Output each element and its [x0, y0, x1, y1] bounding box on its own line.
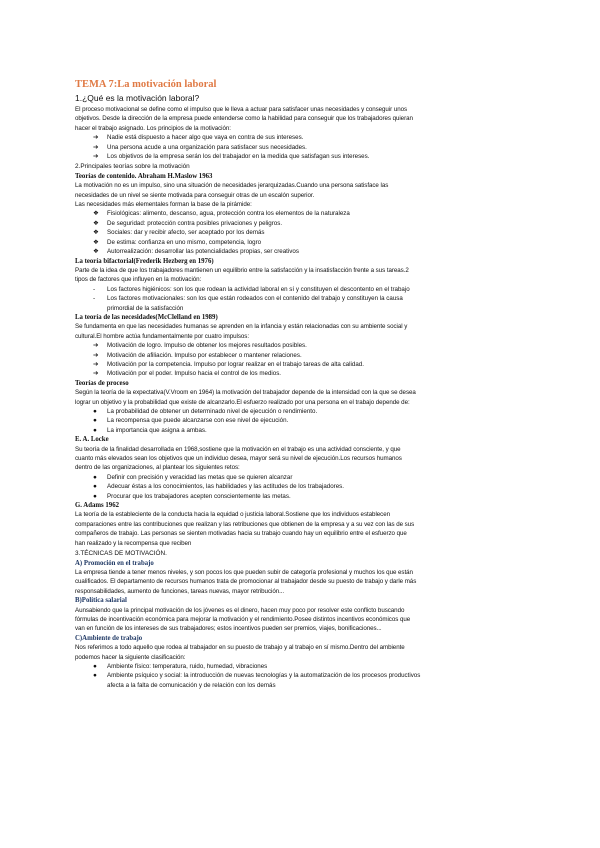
list-item: - Los factores motivacionales: son los que están rodeados con el contenido del trabajo y constituyen la causa primordial de la satisfacción — [93, 295, 403, 312]
paragraph: Su teoría de la finalidad desarrollada en 1968,sostiene que la motivación en el trabajo es una actividad consciente, y que cuanto más elevados sean los objetivos que un individuo desea, mayor será su nivel de ejecución.Los recursos humanos dentro de las organizaciones, al plantear los siguientes retos: — [75, 445, 402, 472]
section-heading: 2.Principales teorías sobre la motivación — [75, 163, 190, 171]
herzberg-list — [75, 285, 525, 313]
list-item: ➔ Nadie está dispuesto a hacer algo que vaya en contra de sus intereses. — [93, 134, 304, 142]
principles-list — [75, 133, 525, 161]
list-item: ● Ambiente físico: temperatura, ruido, humedad, vibraciones — [93, 662, 268, 670]
section-heading: 3.TÉCNICAS DE MOTIVACIÓN. — [75, 550, 167, 558]
list-item: ❖ Autorrealización: desarrollar las potencialidades propias, ser creativos — [93, 248, 299, 256]
subheading: C)Ambiente de trabajo — [75, 634, 143, 642]
list-item: ❖ Sociales: dar y recibir afecto, ser aceptado por los demás — [93, 229, 265, 237]
paragraph: El proceso motivacional se define como el impulso que le lleva a actuar para satisfacer unas necesidades y conseguir unos objetivos. Desde la dirección de la empresa puede entenderse como la habilidad para conseguir que los trabajadores quieran hacer el trabajo asignado. Los principios de la motivación: — [75, 106, 413, 132]
subheading: B)Política salarial — [75, 597, 127, 605]
bullet-icon: ● — [93, 408, 97, 415]
document-title: TEMA 7:La motivación laboral — [75, 79, 217, 90]
process-list — [75, 407, 525, 435]
diamond-icon: ❖ — [93, 229, 99, 237]
list-item: ➔ Motivación por el poder. Impulso hacia el control de los medios. — [93, 370, 282, 378]
bullet-icon: ● — [93, 662, 97, 670]
mcclelland-list — [75, 341, 525, 379]
bullet-icon: ● — [93, 483, 97, 491]
subheading: La teoría bifactorial(Frederik Hezberg en 1976) — [75, 257, 214, 265]
paragraph: La motivación no es un impulso, sino una situación de necesidades jerarquizadas.Cuando una persona satisface las necesidades de un nivel se siente motivada para conseguir otras de un escalón superior. Las necesidades más elementales forman la base de la pirámide: — [75, 182, 389, 209]
section-heading: 1.¿Qué es la motivación laboral? — [75, 93, 200, 103]
list-item: ● Procurar que los trabajadores acepten conscientemente las metas. — [93, 492, 291, 500]
list-item: - Los factores higiénicos: son los que rodean la actividad laboral en sí y constituyen el descontento en el trabajo — [93, 285, 410, 293]
list-item: ❖ De seguridad: protección contra posibles privaciones y peligros. — [93, 219, 283, 227]
arrow-icon: ➔ — [93, 134, 99, 142]
arrow-icon: ➔ — [93, 342, 99, 350]
list-item: ● La probabilidad de obtener un determinado nivel de ejecución o rendimiento. — [93, 408, 318, 415]
bullet-icon: ● — [93, 473, 97, 481]
maslow-list — [75, 209, 525, 256]
diamond-icon: ❖ — [93, 210, 99, 218]
paragraph: La teoría de la estableciente de la conducta hacia la equidad o justicia laboral.Sostiene que los individuos establecen comparaciones entre las contribuciones que realizan y las retribuciones que obtienen de la empresa y a su vez con las de sus compañeros de trabajo. Las personas se sienten motivadas hacia su trabajo cuando hay un equilibrio entre el esfuerzo que han realizado y la recompensa que reciben — [75, 511, 415, 547]
paragraph: Nos referimos a todo aquello que rodea al trabajador en su puesto de trabajo y al trabajo en sí mismo.Dentro del ambiente podemos hacer la siguiente clasificación: — [75, 644, 405, 661]
environment-list — [75, 662, 525, 690]
arrow-icon: ➔ — [93, 370, 99, 378]
paragraph: Parte de la idea de que los trabajadores mantienen un equilibrio entre la satisfacción y la insatisfacción frente a sus tareas.2 tipos de factores que influyen en la motivación: — [75, 266, 409, 284]
list-item: ● La recompensa que puede alcanzarse con ese nivel de ejecución. — [93, 417, 289, 425]
subheading: Teorías de proceso — [75, 379, 129, 387]
subheading: La teoría de las necesidades(McClelland en 1989) — [75, 313, 218, 321]
diamond-icon: ❖ — [93, 248, 99, 256]
list-item: ● Adecuar éstas a los conocimientos, las habilidades y las actitudes de los trabajadores. — [93, 483, 344, 491]
paragraph: Según la teoría de la expectativa(V.Vroom en 1964) la motivación del trabajador depende de la intensidad con la que se desea lograr un objetivo y la probabilidad que existe de alcanzarlo.El esfuerzo realizado por una persona en el trabajo depende de: — [75, 389, 416, 406]
bullet-icon: ● — [93, 672, 97, 680]
arrow-icon: ➔ — [93, 351, 99, 359]
list-item: ❖ De estima: confianza en uno mismo, competencia, logro — [93, 238, 262, 246]
dash-icon: - — [93, 295, 96, 303]
subheading: G. Adams 1962 — [75, 502, 119, 510]
diamond-icon: ❖ — [93, 238, 99, 246]
list-item: ● Ambiente psíquico y social: la introducción de nuevas tecnologías y la automatización de los procesos productivos afecta a la falta de comunicación y de relación con los demás — [93, 672, 421, 689]
diamond-icon: ❖ — [93, 219, 99, 227]
list-item: ● Definir con precisión y veracidad las metas que se quieren alcanzar — [93, 473, 293, 481]
paragraph: La empresa tiende a tener menos niveles, y son pocos los que pueden subir de categoría profesional y muchos los que están cualificados. El departamento de recursos humanos trata de promocionar al trabajador desde su puesto de trabajo y darle más responsabilidades, aumento de funciones, tareas nuevas, mayor retribución... — [75, 568, 417, 595]
document-page — [75, 78, 525, 690]
locke-list — [75, 473, 525, 501]
bullet-icon: ● — [93, 417, 97, 425]
list-item: ❖ Fisiológicas: alimento, descanso, agua, protección contra los elementos de la naturaleza — [93, 210, 350, 218]
arrow-icon: ➔ — [93, 143, 99, 151]
list-item: ➔ Una persona acude a una organización para satisfacer sus necesidades. — [93, 143, 307, 151]
subheading: Teorías de contenido. Abraham H.Maslow 1963 — [75, 172, 213, 180]
dash-icon: - — [93, 285, 96, 293]
list-item: ➔ Motivación de logro. Impulso de obtener los mejores resultados posibles. — [93, 342, 307, 350]
list-item: ➔ Motivación de afiliación. Impulso por establecer o mantener relaciones. — [93, 351, 302, 359]
arrow-icon: ➔ — [93, 360, 99, 368]
arrow-icon: ➔ — [93, 153, 99, 161]
bullet-icon: ● — [93, 492, 97, 500]
list-item: ● La importancia que asigna a ambas. — [93, 426, 207, 434]
paragraph: Se fundamenta en que las necesidades humanas se aprenden en la infancia y están relacionadas con su ambiente social y cultural.El hombre actúa fundamentalmente por cuatro impulsos: — [75, 323, 408, 340]
subheading: E. A. Locke — [75, 436, 109, 444]
paragraph: Aunsabiendo que la principal motivación de los jóvenes es el dinero, hacen muy poco por resolver este conflicto buscando fórmulas de incentivación económica para mejorar la motivación y el rendimiento.Posee distintos incentivos económicos que van en función de los intereses de sus trabajadores; estos incentivos pueden ser premios, viajes, bonificaciones... — [75, 606, 411, 633]
bullet-icon: ● — [93, 426, 97, 434]
subheading: A) Promoción en el trabajo — [75, 559, 154, 567]
list-item: ➔ Los objetivos de la empresa serán los del trabajador en la medida que satisfagan sus intereses. — [93, 153, 370, 161]
list-item: ➔ Motivación por la competencia. Impulso por lograr realizar en el trabajo tareas de alta calidad. — [93, 360, 364, 368]
